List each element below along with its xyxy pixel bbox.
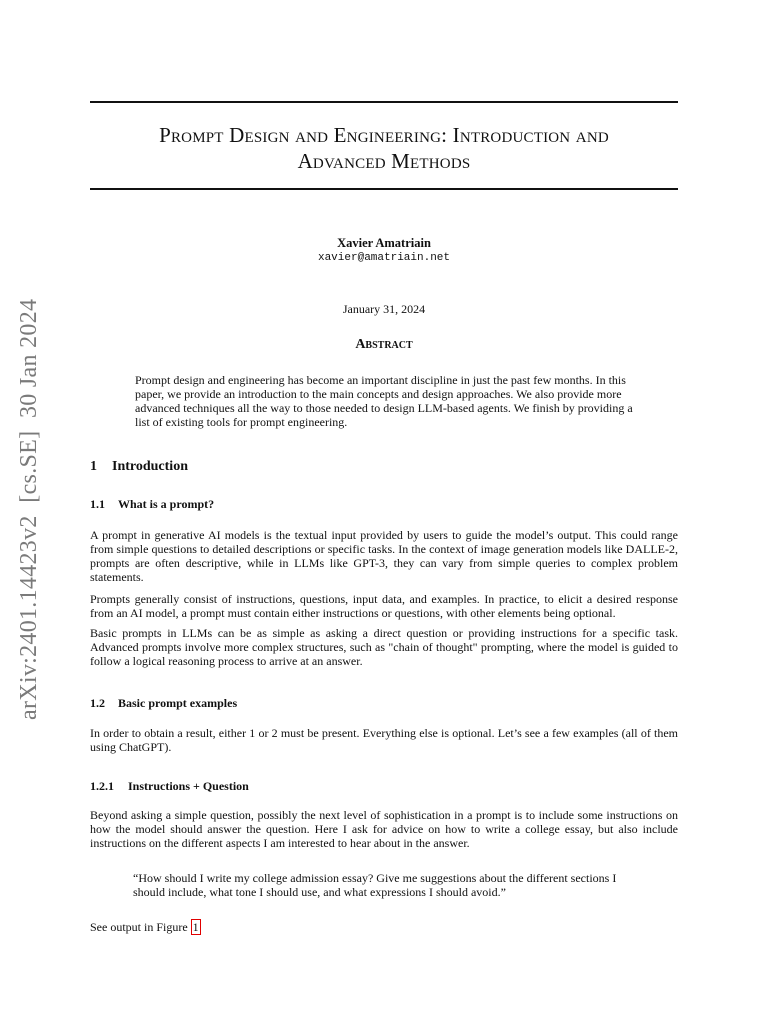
figure-reference-link[interactable]: 1: [192, 920, 199, 934]
paper-title: [90, 122, 678, 174]
paragraph-instructions-question: Beyond asking a simple question, possibly the next level of sophistication in a prompt is to include some instructions on how the model should answer the question. Here I ask for advice on how to write a college essay, but also include instructions on the different aspects I am interested to hear about in the answer.: [90, 808, 678, 850]
author-name: Xavier Amatriain: [337, 236, 431, 250]
section-number: 1: [90, 459, 97, 474]
title-top-rule: [90, 101, 678, 103]
paragraph-basic-advanced-prompts: Basic prompts in LLMs can be as simple as asking a direct question or providing instructions for a specific task. Advanced prompts involve more complex structures, such as "chain of thought" prompting, where the model is guided to follow a logical reasoning process to arrive at an answer.: [90, 626, 678, 668]
subsubsection-title: Instructions + Question: [128, 779, 249, 793]
see-output-text: See output in Figure: [90, 920, 191, 934]
paper-title-line-1: Prompt Design and Engineering: Introduction and: [159, 123, 609, 147]
subsection-heading-basic-prompt-examples: [90, 696, 237, 711]
abstract-heading: Abstract: [355, 337, 413, 352]
subsubsection-heading-instructions-question: [90, 779, 249, 794]
arxiv-identifier-stamp: arXiv:2401.14423v2 [cs.SE] 30 Jan 2024: [16, 298, 42, 720]
paper-date: January 31, 2024: [342, 302, 426, 316]
subsection-title: Basic prompt examples: [118, 696, 238, 710]
subsection-number: 1.2: [90, 696, 105, 710]
example-prompt-quote: “How should I write my college admission essay? Give me suggestions about the different sections I should include, what tone I should use, and what expressions I should avoid.”: [133, 871, 617, 899]
subsection-heading-what-is-a-prompt: [90, 497, 214, 512]
section-title: Introduction: [112, 459, 188, 474]
paragraph-prompt-definition: A prompt in generative AI models is the textual input provided by users to guide the model’s output. This could range from simple questions to detailed descriptions or specific tasks. In the context of image generation models like DALLE-2, prompts are often descriptive, while in LLMs like GPT-3, they can vary from simple queries to complex problem statements.: [90, 528, 678, 584]
section-heading-introduction: [90, 459, 188, 475]
paragraph-see-output: [90, 920, 678, 934]
author-email: xavier@amatriain.net: [317, 252, 451, 264]
paragraph-prompt-components: Prompts generally consist of instructions, questions, input data, and examples. In practice, to elicit a desired response from an AI model, a prompt must contain either instructions or questions, with other elements being optional.: [90, 592, 678, 620]
subsection-title: What is a prompt?: [118, 497, 215, 511]
paper-title-line-2: Advanced Methods: [297, 149, 471, 173]
paragraph-examples-intro: In order to obtain a result, either 1 or 2 must be present. Everything else is optional. Let’s see a few examples (all of them using ChatGPT).: [90, 726, 678, 754]
author-block: [90, 236, 678, 266]
title-bottom-rule: [90, 188, 678, 190]
subsection-number: 1.1: [90, 497, 105, 511]
abstract-text: Prompt design and engineering has become an important discipline in just the past few months. In this paper, we provide an introduction to the main concepts and design approaches. We also provide more advanced techniques all the way to those needed to design LLM-based agents. We finish by providing a list of existing tools for prompt engineering.: [135, 373, 633, 429]
subsubsection-number: 1.2.1: [90, 779, 114, 793]
